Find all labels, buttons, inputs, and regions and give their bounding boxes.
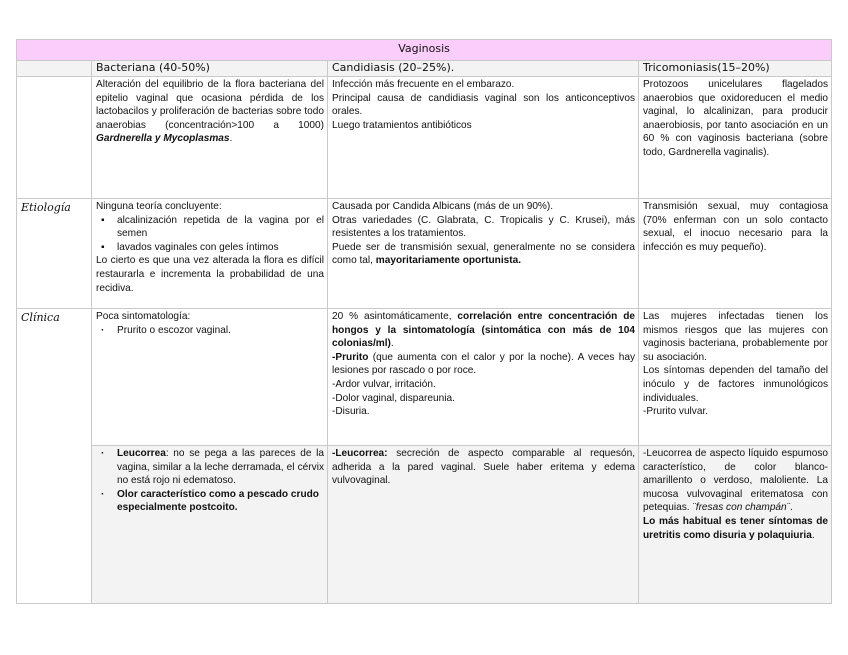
clinica-candidiasis-c: -Ardor vulvar, irritación.: [332, 378, 436, 390]
clinica-candidiasis-e: -Disuria.: [332, 406, 370, 418]
clinica-bacteriana-list: [96, 324, 324, 338]
leucorrea-candidiasis-text: secreción de aspecto comparable al requesón, adherida a la pared vaginal. Suele haber eritema y edema vulvovaginal.: [332, 448, 635, 487]
row-label-etiologia: Etiología: [17, 199, 92, 309]
row-label-empty: [17, 77, 92, 199]
clinica-bacteriana-cell: [92, 309, 328, 446]
etiologia-candidiasis-cell: [328, 199, 639, 309]
etiologia-bacteriana-list: [96, 214, 324, 255]
etiologia-candidiasis-line1: Causada por Candida Albicans (más de un 90%).: [332, 201, 554, 212]
list-item: · Olor característico como a pescado crudo especialmente postcoito.: [96, 488, 324, 515]
table-title: Vaginosis: [17, 40, 832, 61]
etiologia-bacteriana-intro: Ninguna teoría concluyente:: [96, 201, 222, 212]
corner-cell: [17, 61, 92, 77]
definicion-tricomoniasis-cell: [639, 77, 832, 199]
leucorrea-tricomoniasis-cell: [639, 446, 832, 604]
etiologia-candidiasis-bold: mayoritariamente oportunista.: [375, 255, 522, 267]
definicion-candidiasis-cell: [328, 77, 639, 199]
leucorrea-tricomoniasis-italic: ¨fresas con champán¨: [692, 502, 791, 514]
list-item: · Leucorrea: no se pega a las pareces de la vagina, similar a la leche derramada, el cérvix no está rojo ni edematoso.: [96, 447, 324, 488]
column-header-bacteriana: Bacteriana (40-50%): [92, 61, 328, 77]
clinica-candidiasis-a-bold: correlación entre concentración de hongos y la sintomatología (sintomática con más de 104 colonias/ml): [332, 311, 635, 350]
leucorrea-tricomoniasis-a: -Leucorrea de aspecto líquido espumoso característico, de color blanco-amarillento o verdoso, maloliente. La mucosa vulvovaginal eritematosa con petequias. ¨fresas con champán¨.: [643, 448, 829, 514]
etiologia-tricomoniasis-text: Transmisión sexual, muy contagiosa (70% enferman con un solo contacto sexual, el inocuo necesario para la infección es muy pequeño).: [643, 201, 829, 253]
column-header-tricomoniasis: Tricomoniasis(15–20%): [639, 61, 832, 77]
etiologia-candidiasis-line3: Puede ser de transmisión sexual, generalmente no se considera como tal, mayoritariamente oportunista.: [332, 241, 635, 267]
leucorrea-bacteriana-cell: [92, 446, 328, 604]
definicion-bacteriana-cell: Alteración del equilibrio de la flora bacteriana del epitelio vaginal que ocasiona pérdida de los lactobacilos y proliferación de bacterias sobre todo anaerobias (concentración>100 a 1000) Gardnerella y Mycoplasmas.: [92, 77, 328, 199]
leucorrea-candidiasis-cell: [328, 446, 639, 604]
clinica-candidiasis-a: 20 % asintomáticamente, correlación entre concentración de hongos y la sintomatología (sintomática con más de 104 colonias/ml).: [332, 311, 635, 350]
leucorrea-candidiasis-bold: -Leucorrea:: [332, 448, 388, 459]
leucorrea-bacteriana-list: [96, 447, 324, 515]
clinica-tricomoniasis-3: -Prurito vulvar.: [643, 406, 709, 418]
definicion-candidiasis-line3: Luego tratamientos antibióticos: [332, 119, 472, 131]
definicion-candidiasis-line1: Infección más frecuente en el embarazo.: [332, 79, 515, 90]
leucorrea-tricomoniasis-b: Lo más habitual es tener síntomas de uretritis como disuria y polaquiuria.: [643, 515, 829, 541]
etiologia-candidiasis-line2: Otras variedades (C. Glabrata, C. Tropicalis y C. Krusei), más resistentes a los tratamientos.: [332, 214, 635, 240]
definicion-tricomoniasis-text: Protozoos unicelulares flagelados anaerobios que oxidoreducen el medio vaginal, lo alcalinizan, para producir anaerobiosis, por tanto asociación en un 60 % con vaginosis bacteriana (sobre todo, Gardnerella vaginalis).: [643, 79, 829, 158]
etiologia-bacteriana-cell: [92, 199, 328, 309]
clinica-candidiasis-cell: [328, 309, 639, 446]
column-header-candidiasis: Candidiasis (20–25%).: [328, 61, 639, 77]
clinica-tricomoniasis-cell: [639, 309, 832, 446]
clinica-candidiasis-b: -Prurito (que aumenta con el calor y por la noche). A veces hay lesiones por rascado o por roce.: [332, 351, 635, 377]
clinica-candidiasis-d: -Dolor vaginal, dispareunia.: [332, 392, 455, 404]
etiologia-tricomoniasis-cell: [639, 199, 832, 309]
definicion-candidiasis-line2: Principal causa de candidiasis vaginal son los anticonceptivos orales.: [332, 92, 635, 118]
vaginosis-table: [16, 39, 832, 604]
definicion-bacteriana-text: Alteración del equilibrio de la flora bacteriana del epitelio vaginal que ocasiona pérdida de los lactobacilos y proliferación de bacterias sobre todo anaerobias (concentración>100 a 1000): [96, 79, 324, 131]
list-item: ▪ lavados vaginales con geles íntimos: [96, 241, 324, 255]
definicion-bacteriana-bold: Gardnerella y Mycoplasmas: [96, 133, 230, 145]
etiologia-bacteriana-outro: Lo cierto es que una vez alterada la flora es difícil restaurarla e incrementa la probabilidad de una recidiva.: [96, 255, 324, 294]
list-item: · Prurito o escozor vaginal.: [96, 324, 324, 338]
clinica-tricomoniasis-1: Las mujeres infectadas tienen los mismos riesgos que las mujeres con vaginosis bacteriana, probablemente por su asociación.: [643, 311, 829, 363]
row-label-clinica: Clínica: [17, 309, 92, 604]
clinica-bacteriana-intro: Poca sintomatología:: [96, 311, 191, 322]
list-item: ▪ alcalinización repetida de la vagina por el semen: [96, 214, 324, 241]
clinica-tricomoniasis-2: Los síntomas dependen del tamaño del inóculo y de factores inmunológicos individuales.: [643, 365, 829, 404]
